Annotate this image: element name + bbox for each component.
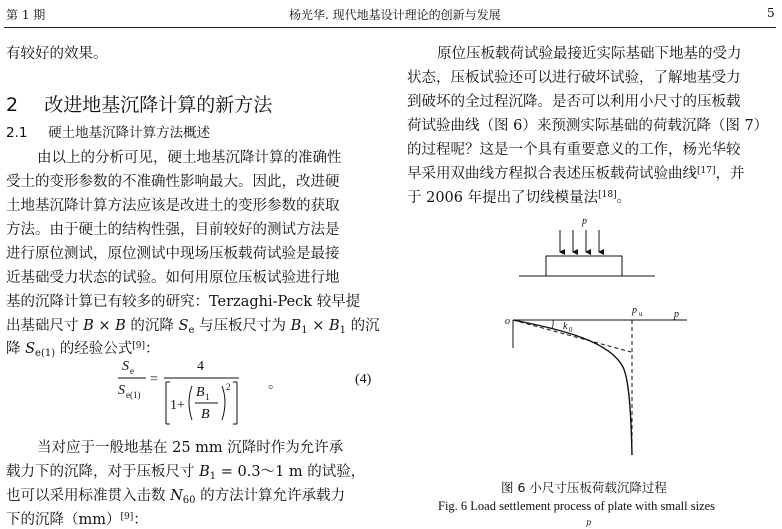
formula-lhs-num: S [122,359,129,374]
fig-label-p-bottom: p [586,518,592,527]
right-line-5 [407,162,744,183]
formula-one-plus: 1+ [170,398,185,413]
para2-text-1: 载力下的沉降，对于压板尺寸 [6,464,195,480]
formula-lhs-den: S [118,383,125,398]
formula-frac-den: B [201,407,210,422]
right-line-5-text: 早采用双曲线方程拟合表述压板载荷试验曲线 [407,166,697,182]
para2-b1-text: = 0.3～1 m 的试验， [220,464,366,480]
header-rule [4,27,776,28]
ref-18: [18] [598,190,617,200]
fig-label-k0: k [563,321,568,332]
fig-label-p-axis: p [674,309,679,320]
page-number: 5 [767,6,775,20]
para1-text-a: 出基础尺寸 [6,318,79,334]
formula-paren-left [189,386,192,420]
fig-label-o: o [505,316,510,327]
para1-text-c: 与压板尺寸为 [198,318,286,334]
formula-lhs-num-sub: e [130,366,134,376]
fig-label-pu-sub: u [639,310,643,318]
initial-tangent-line [513,320,631,352]
subsection-heading [6,121,210,141]
right-line-6-end: 。 [616,190,632,206]
running-title: 杨光华. 现代地基设计理论的创新与发展 [289,8,501,22]
para2-line-2: 也可以采用标准贯入击数 $N_{60}$ 的方法计算允许承载力 [6,488,346,506]
para1-line-5: 近基础受力状态的试验。如何用原位压板试验进行地 [6,270,340,286]
para1-text-d: 的沉 [350,318,380,334]
para1-text-b: 的沉降 [130,318,174,334]
formula-lhs-den-sub: e(1) [126,390,141,400]
para1-line-1: 受土的变形参数的不准确性影响最大。因此，改进硬 [6,174,340,190]
formula-period: 。 [268,377,282,392]
ref-9: [9] [132,341,145,351]
para1-line-8: 降 $S_{e(1)}$ 的经验公式[9]： [6,341,160,359]
formula-rhs-num: 4 [197,359,204,374]
fig-label-pu: p [632,305,637,316]
figure-6-caption-en: Fig. 6 Load settlement process of plate with small sizes [438,499,716,513]
para2-end: ： [133,512,148,528]
right-line-2: 到破坏的全过程沉降。是否可以利用小尺寸的压板载 [407,94,741,110]
para1-end-b: 的经验公式 [59,341,133,357]
formula-frac-num: B [196,385,205,400]
ref-9b: [9] [120,512,134,522]
right-line-5-end: ，并 [715,166,745,182]
formula-equals: = [150,372,158,387]
right-line-4: 的过程呢？这是一个具有重要意义的工作，杨光华较 [407,142,741,158]
subsection-number: 2.1 [6,125,28,141]
formula-paren-right [222,386,225,420]
section-heading [6,90,272,117]
load-settlement-curve [513,320,632,455]
para1-end-a: 降 [6,341,21,357]
para1-line-3: 方法。由于硬土的结构性强，目前较好的测试方法是 [6,222,340,238]
right-line-0: 原位压板载荷试验最接近实际基础下地基的受力 [437,46,742,62]
load-plate [546,256,622,276]
right-line-6-text: 于 2006 年提出了切线模量法 [407,190,599,206]
para2-line-3 [6,508,148,529]
formula-number: (4) [355,372,372,387]
left-line-0: 有较好的效果。 [6,46,108,62]
formula-4 [108,356,388,428]
figure-6 [505,212,715,474]
k0-angle-arc [552,320,553,328]
formula-power: 2 [226,382,231,392]
para2-text-3: 下的沉降（mm） [6,512,121,528]
subsection-title: 硬土地基沉降计算方法概述 [48,125,211,141]
right-line-1: 状态，压板试验还可以进行破坏试验，了解地基受力 [407,70,741,86]
para1-line-0: 由以上的分析可见，硬土地基沉降计算的准确性 [37,150,342,166]
para1-end-c: ： [145,341,160,357]
formula-bracket-right [233,382,237,424]
right-line-3: 荷试验曲线（图 6）来预测实际基础的荷载沉降（图 7） [407,118,769,134]
formula-frac-num-sub: 1 [205,392,210,402]
para1-line-2: 土地基沉降计算方法应该是改进土的变形参数的获取 [6,198,340,214]
figure-6-caption-cn: 图 6 小尺寸压板荷载沉降过程 [501,480,667,495]
para1-line-6: 基的沉降计算已有较多的研究：Terzaghi-Peck 较早提 [6,294,361,310]
section-title: 改进地基沉降计算的新方法 [44,94,273,116]
fig-label-p-top: p [582,216,587,227]
right-line-6 [407,186,631,207]
para1-line-4: 进行原位测试，原位测试中现场压板载荷试验是最接 [6,246,340,262]
ref-17: [17] [697,166,716,176]
para2-n60-text: 的方法计算允许承载力 [200,488,346,504]
para1-line-7: 出基础尺寸 B × B 的沉降 $S_e$ 与压板尺寸为 $B_1 \times B_1$ 的沉 [6,318,380,336]
para2-text-2: 也可以采用标准贯入击数 [6,488,166,504]
fig-label-k0-sub: 0 [569,326,573,334]
section-number: 2 [6,94,19,116]
issue-label: 第 1 期 [6,8,46,22]
para2-line-1: 载力下的沉降，对于压板尺寸 $B_1$ = 0.3～1 m 的试验， [6,464,366,482]
para2-line-0: 当对应于一般地基在 25 mm 沉降时作为允许承 [37,440,344,456]
